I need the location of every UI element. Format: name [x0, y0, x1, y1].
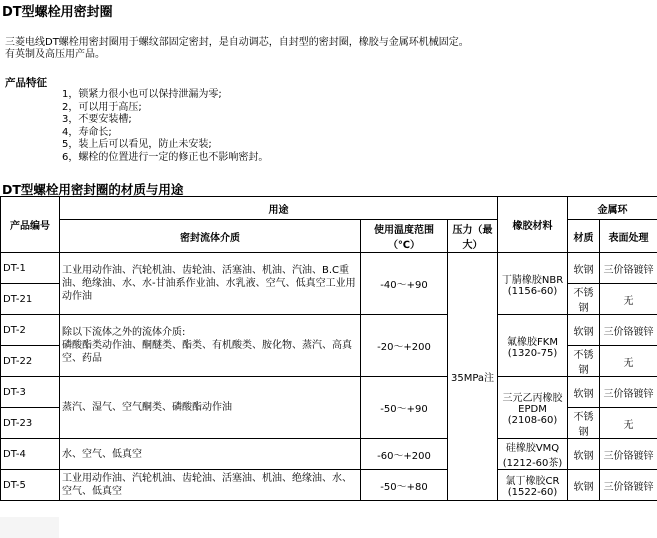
rubber-cell: 三元乙丙橡胶 EPDM (2108-60)	[498, 377, 568, 439]
fluid-cell: 除以下流体之外的流体介质: 磷酸酯类动作油、酮醚类、酯类、有机酸类、胺化物、蒸汽、高真空、药品	[60, 315, 361, 377]
model-cell: DT-21	[1, 284, 60, 315]
header-pressure: 压力（最大）	[448, 220, 498, 253]
model-cell: DT-4	[1, 439, 60, 470]
metal-surface-cell: 三价铬镀锌	[600, 439, 657, 470]
feature-item: 5，装上后可以看见，防止未安装;	[62, 139, 212, 150]
metal-material-cell: 不锈钢	[568, 346, 600, 377]
temp-cell: -50～+80	[361, 470, 448, 501]
header-usage: 用途	[60, 197, 498, 220]
header-surface: 表面处理	[600, 220, 657, 253]
features-heading: 产品特征	[5, 77, 47, 89]
metal-surface-cell: 三价铬镀锌	[600, 315, 657, 346]
feature-item: 6，螺栓的位置进行一定的修正也不影响密封。	[62, 151, 269, 163]
metal-material-cell: 不锈钢	[568, 408, 600, 439]
metal-surface-cell: 三价铬镀锌	[600, 253, 657, 284]
features-list	[62, 89, 268, 164]
metal-material-cell: 软钢	[568, 377, 600, 408]
fluid-cell: 水、空气、低真空	[60, 439, 361, 470]
metal-material-cell: 软钢	[568, 253, 600, 284]
model-cell: DT-23	[1, 408, 60, 439]
table-footer-stub	[0, 517, 59, 538]
model-cell: DT-5	[1, 470, 60, 501]
model-cell: DT-1	[1, 253, 60, 284]
feature-item: 4，寿命长;	[62, 126, 112, 138]
feature-item: 3，不要安装槽;	[62, 114, 132, 125]
rubber-cell: 丁腈橡胶NBR (1156-60)	[498, 253, 568, 315]
fluid-cell: 工业用动作油、汽轮机油、齿轮油、活塞油、机油、汽油、B.C重油、绝缘油、水、水-甘油系作业油、水乳液、空气、低真空工业用动作油	[60, 253, 361, 315]
header-rubber: 橡胶材料	[498, 197, 568, 253]
rubber-cell: 氟橡胶FKM (1320-75)	[498, 315, 568, 377]
intro-paragraph	[5, 37, 469, 61]
temp-cell: -20～+200	[361, 315, 448, 377]
header-metal-ring: 金属环	[568, 197, 657, 220]
metal-surface-cell: 无	[600, 346, 657, 377]
material-usage-table	[0, 196, 657, 501]
header-material: 材质	[568, 220, 600, 253]
metal-surface-cell: 无	[600, 284, 657, 315]
header-fluid: 密封流体介质	[60, 220, 361, 253]
header-model: 产品编号	[1, 197, 60, 253]
fluid-cell: 蒸汽、湿气、空气酮类、磷酸酯动作油	[60, 377, 361, 439]
metal-surface-cell: 三价铬镀锌	[600, 377, 657, 408]
model-cell: DT-22	[1, 346, 60, 377]
temp-cell: -60～+200	[361, 439, 448, 470]
page-title: DT型螺栓用密封圈	[2, 5, 113, 20]
model-cell: DT-3	[1, 377, 60, 408]
metal-surface-cell: 三价铬镀锌	[600, 470, 657, 501]
feature-item: 1，锁紧力很小也可以保持泄漏为零;	[62, 89, 222, 100]
pressure-cell: 35MPa注	[448, 253, 498, 501]
table-title: DT型螺栓用密封圈的材质与用途	[2, 182, 184, 197]
header-temp: 使用温度范围（℃）	[361, 220, 448, 253]
rubber-cell: 硅橡胶VMQ (1212-60茶)	[498, 439, 568, 470]
temp-cell: -40～+90	[361, 253, 448, 315]
intro-line: 三菱电线DT螺栓用密封圈用于螺纹部固定密封，是自动调芯，自封型的密封圈，橡胶与金属环机械固定。	[5, 37, 469, 48]
rubber-cell: 氯丁橡胶CR (1522-60)	[498, 470, 568, 501]
metal-material-cell: 软钢	[568, 470, 600, 501]
metal-material-cell: 软钢	[568, 439, 600, 470]
model-cell: DT-2	[1, 315, 60, 346]
intro-line: 有英制及高压用产品。	[5, 49, 105, 60]
metal-material-cell: 软钢	[568, 315, 600, 346]
fluid-cell: 工业用动作油、汽轮机油、齿轮油、活塞油、机油、绝缘油、水、空气、低真空	[60, 470, 361, 501]
feature-item: 2，可以用于高压;	[62, 101, 142, 113]
metal-material-cell: 不锈钢	[568, 284, 600, 315]
metal-surface-cell: 无	[600, 408, 657, 439]
temp-cell: -50～+90	[361, 377, 448, 439]
